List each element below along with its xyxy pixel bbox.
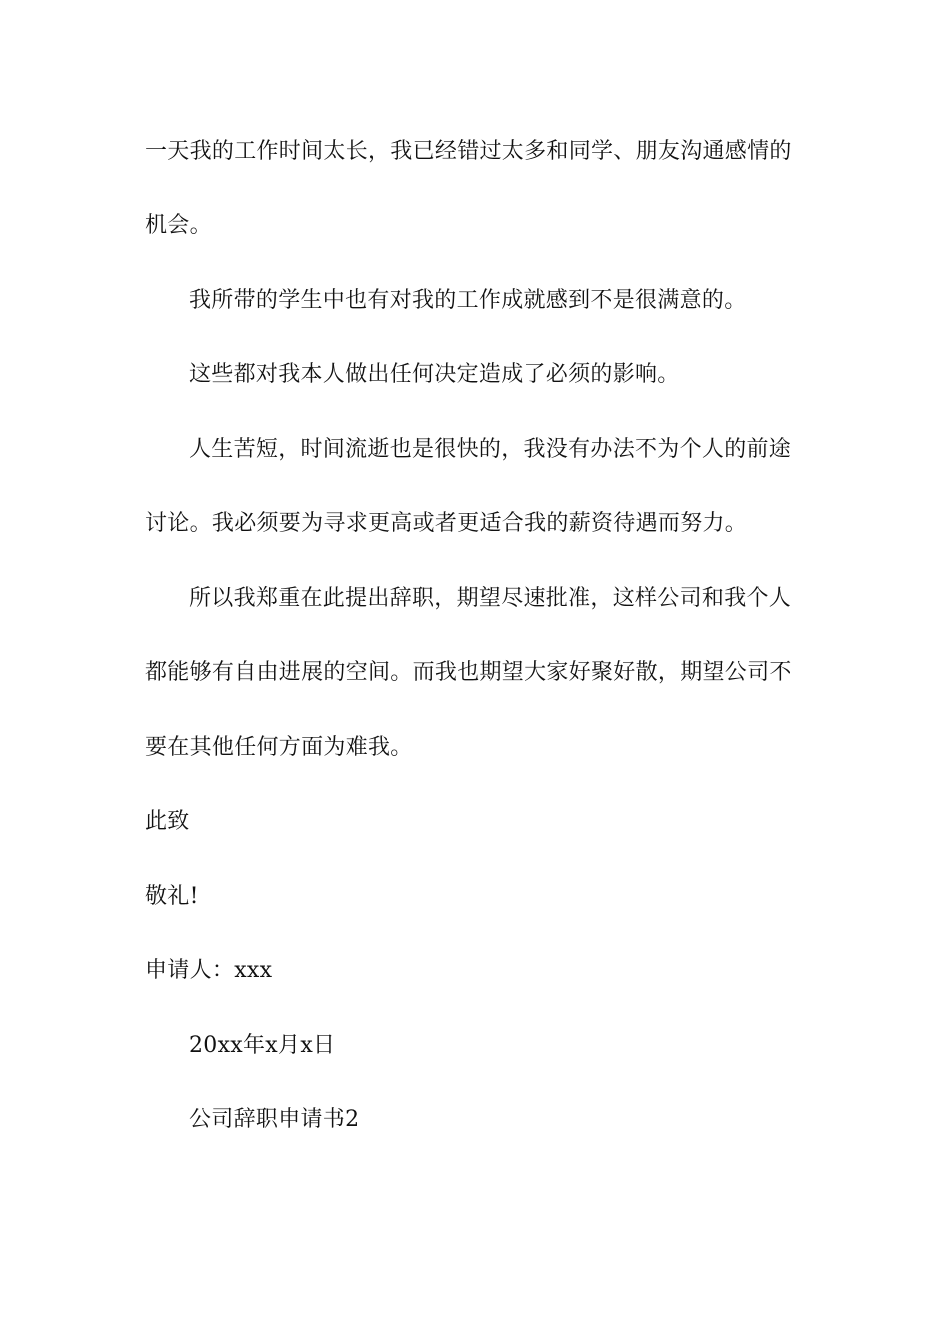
closing-regards: 敬礼! — [145, 884, 199, 909]
paragraph-start-line: 人生苦短，时间流逝也是很快的，我没有办法不为个人的前途 — [189, 437, 792, 462]
body-text-line: 讨论。我必须要为寻求更高或者更适合我的薪资待遇而努力。 — [145, 511, 748, 536]
body-text-line: 要在其他任何方面为难我。 — [145, 735, 413, 760]
body-text-line: 机会。 — [145, 213, 212, 238]
closing-salutation: 此致 — [145, 809, 190, 834]
paragraph-start-line: 这些都对我本人做出任何决定造成了必须的影响。 — [189, 362, 680, 387]
body-text-line: 都能够有自由进展的空间。而我也期望大家好聚好散，期望公司不 — [145, 660, 792, 685]
paragraph-start-line: 我所带的学生中也有对我的工作成就感到不是很满意的。 — [189, 288, 747, 313]
applicant-signature: 申请人：xxx — [145, 958, 273, 983]
paragraph-start-line: 所以我郑重在此提出辞职，期望尽速批准，这样公司和我个人 — [189, 586, 792, 611]
letter-date: 20xx年x月x日 — [189, 1033, 336, 1058]
body-text-line: 一天我的工作时间太长，我已经错过太多和同学、朋友沟通感情的 — [145, 139, 792, 164]
next-section-title: 公司辞职申请书2 — [189, 1107, 360, 1132]
